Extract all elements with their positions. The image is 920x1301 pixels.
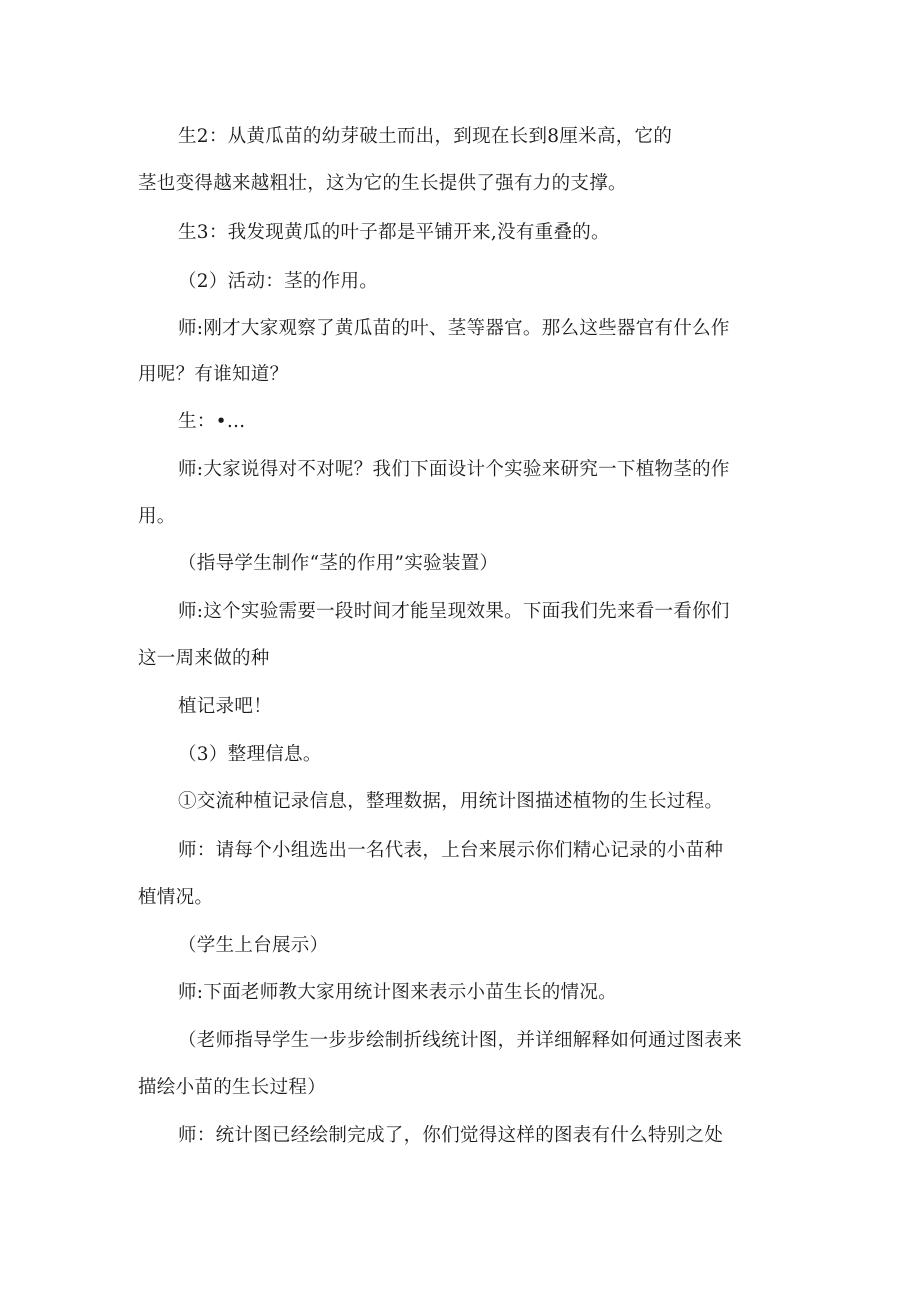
- paragraph-teacher-groups-line2: 植情况。: [138, 887, 214, 908]
- paragraph-teacher-record-line1: 师:这个实验需要一段时间才能呈现效果。下面我们先来看一看你们: [178, 601, 730, 622]
- paragraph-student2-line1: 生2：从黄瓜苗的幼芽破土而出，到现在长到8厘米高，它的: [178, 126, 673, 147]
- paragraph-student2-line2: 茎也变得越来越粗壮，这为它的生长提供了强有力的支撑。: [138, 173, 627, 194]
- paragraph-teacher-question-line2: 用呢？有谁知道？: [138, 364, 289, 385]
- paragraph-teacher-groups-line1: 师：请每个小组选出一名代表，上台来展示你们精心记录的小苗种: [178, 840, 724, 861]
- section-activity-stem-function: （2）活动：茎的作用。: [178, 271, 379, 292]
- section-organize-info: （3）整理信息。: [178, 744, 322, 765]
- paragraph-teacher-guide-chart-line2: 描绘小苗的生长过程）: [138, 1077, 327, 1098]
- paragraph-exchange-records: ①交流种植记录信息，整理数据，用统计图描述植物的生长过程。: [178, 791, 724, 812]
- paragraph-students-present: （学生上台展示）: [178, 935, 329, 956]
- paragraph-student3: 生3：我发现黄瓜的叶子都是平铺开来,没有重叠的。: [178, 222, 610, 243]
- paragraph-teacher-chart-done: 师：统计图已经绘制完成了，你们觉得这样的图表有什么特别之处: [178, 1125, 724, 1146]
- paragraph-teacher-chart: 师:下面老师教大家用统计图来表示小苗生长的情况。: [178, 982, 617, 1003]
- paragraph-teacher-experiment-line1: 师:大家说得对不对呢？我们下面设计个实验来研究一下植物茎的作: [178, 459, 730, 480]
- paragraph-teacher-guide-chart-line1: （老师指导学生一步步绘制折线统计图，并详细解释如何通过图表来: [178, 1030, 743, 1051]
- paragraph-teacher-record-line2: 这一周来做的种: [138, 648, 270, 669]
- paragraph-teacher-experiment-line2: 用。: [138, 506, 176, 527]
- paragraph-guide-apparatus: （指导学生制作“茎的作用”实验装置）: [178, 553, 499, 574]
- paragraph-teacher-question-line1: 师:刚才大家观察了黄瓜苗的叶、茎等器官。那么这些器官有什么作: [178, 318, 730, 339]
- paragraph-record-continuation: 植记录吧！: [178, 696, 273, 717]
- paragraph-student-reply: 生：•…: [178, 411, 246, 432]
